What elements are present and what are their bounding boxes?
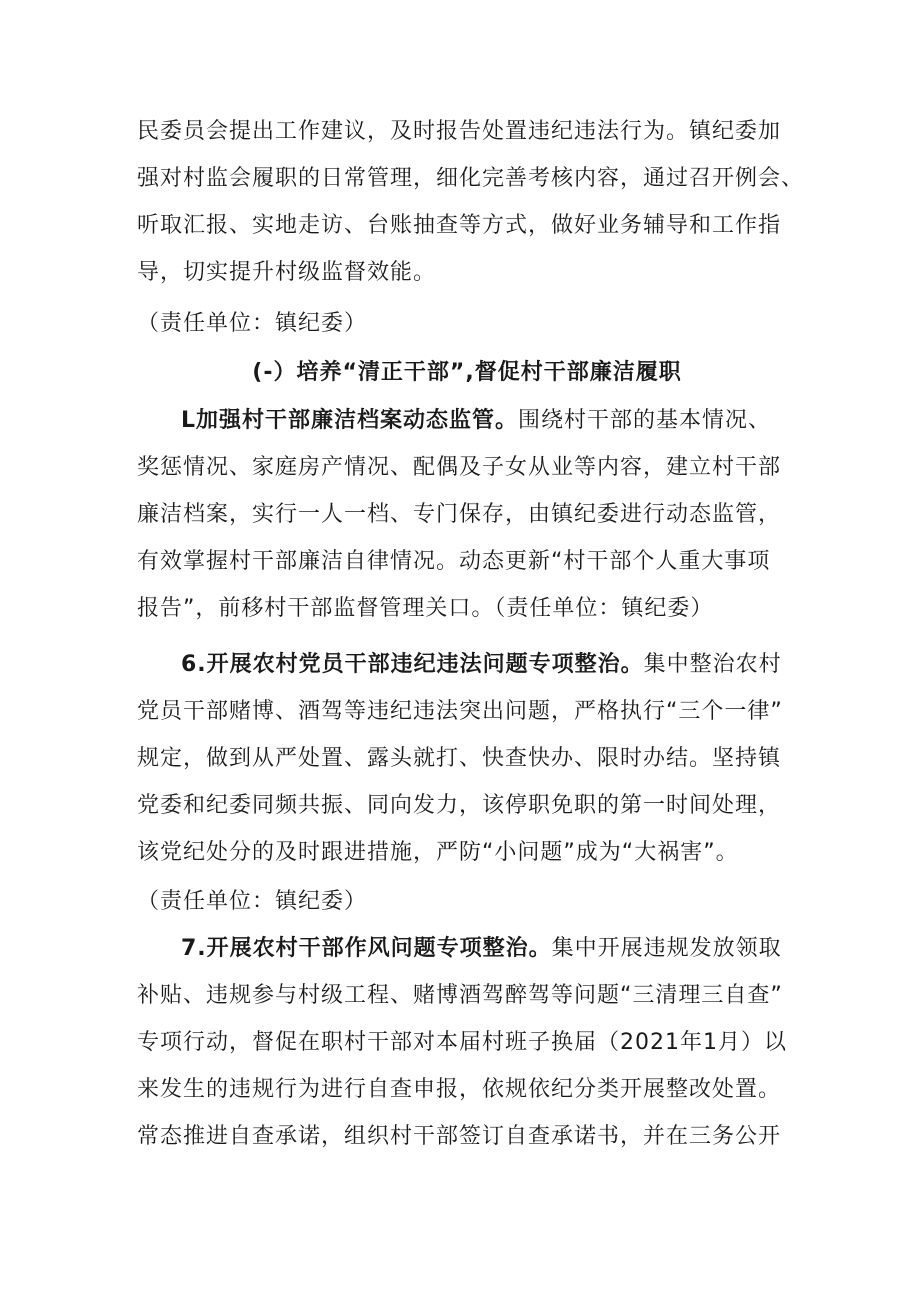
item5-paragraph: [137, 397, 797, 632]
item5-title: L加强村干部廉洁档案动态监管。: [181, 408, 519, 433]
item7-first-line-rest: 集中开展违规发放领取: [551, 936, 782, 961]
item6-line: 该党纪处分的及时跟进措施，严防“小问题”成为“大祸害”。: [137, 840, 739, 865]
item6-first-line-rest: 集中整治农村: [643, 652, 782, 677]
section-heading: (-）培养“清正干部”,督促村干部廉洁履职: [252, 360, 682, 385]
intro-line: 民委员会提出工作建议，及时报告处置违纪违法行为。镇纪委加: [137, 119, 782, 144]
item5-line: 奖惩情况、家庭房产情况、配偶及子女从业等内容，建立村干部: [137, 455, 782, 480]
item7-line: 专项行动，督促在职村干部对本届村班子换届（2021年1月）以: [137, 1030, 787, 1055]
item6-first-line: [137, 641, 797, 688]
intro-paragraph: [137, 108, 805, 296]
intro-responsibility: （责任单位：镇纪委）: [137, 311, 368, 336]
item6-line: 党委和纪委同频共振、同向发力，该停职免职的第一时间处理，: [137, 793, 782, 818]
item5-first-line-rest: 围绕村干部的基本情况、: [518, 408, 772, 433]
item6-paragraph: [137, 641, 797, 876]
item7-line: 补贴、违规参与村级工程、赌博酒驾醉驾等问题“三清理三自查”: [137, 983, 783, 1008]
item7-paragraph: [137, 925, 797, 1160]
item7-line: 常态推进自查承诺，组织村干部签订自查承诺书，并在三务公开: [137, 1124, 782, 1149]
item5-line: 有效掌握村干部廉洁自律情况。动态更新“村干部个人重大事项: [137, 549, 771, 574]
item6-line: 规定，做到从严处置、露头就打、快查快办、限时办结。坚持镇: [137, 746, 782, 771]
item6-responsibility: （责任单位：镇纪委）: [137, 889, 368, 914]
intro-line: 导，切实提升村级监督效能。: [137, 260, 437, 285]
item6-title: 6.开展农村党员干部违纪违法问题专项整治。: [181, 652, 644, 677]
item7-line: 来发生的违规行为进行自查申报，依规依纪分类开展整改处置。: [137, 1077, 782, 1102]
item7-first-line: [137, 925, 797, 972]
intro-line: 强对村监会履职的日常管理，细化完善考核内容，通过召开例会、: [137, 166, 805, 191]
item5-line: 廉洁档案，实行一人一档、专门保存，由镇纪委进行动态监管，: [137, 502, 782, 527]
item6-line: 党员干部赌博、酒驾等违纪违法突出问题，严格执行“三个一律”: [137, 699, 783, 724]
item7-title: 7.开展农村干部作风问题专项整治。: [181, 936, 552, 961]
item5-first-line: [137, 397, 797, 444]
item5-line: 报告”，前移村干部监督管理关口。（责任单位：镇纪委）: [137, 596, 714, 621]
intro-line: 听取汇报、实地走访、台账抽查等方式，做好业务辅导和工作指: [137, 213, 782, 238]
